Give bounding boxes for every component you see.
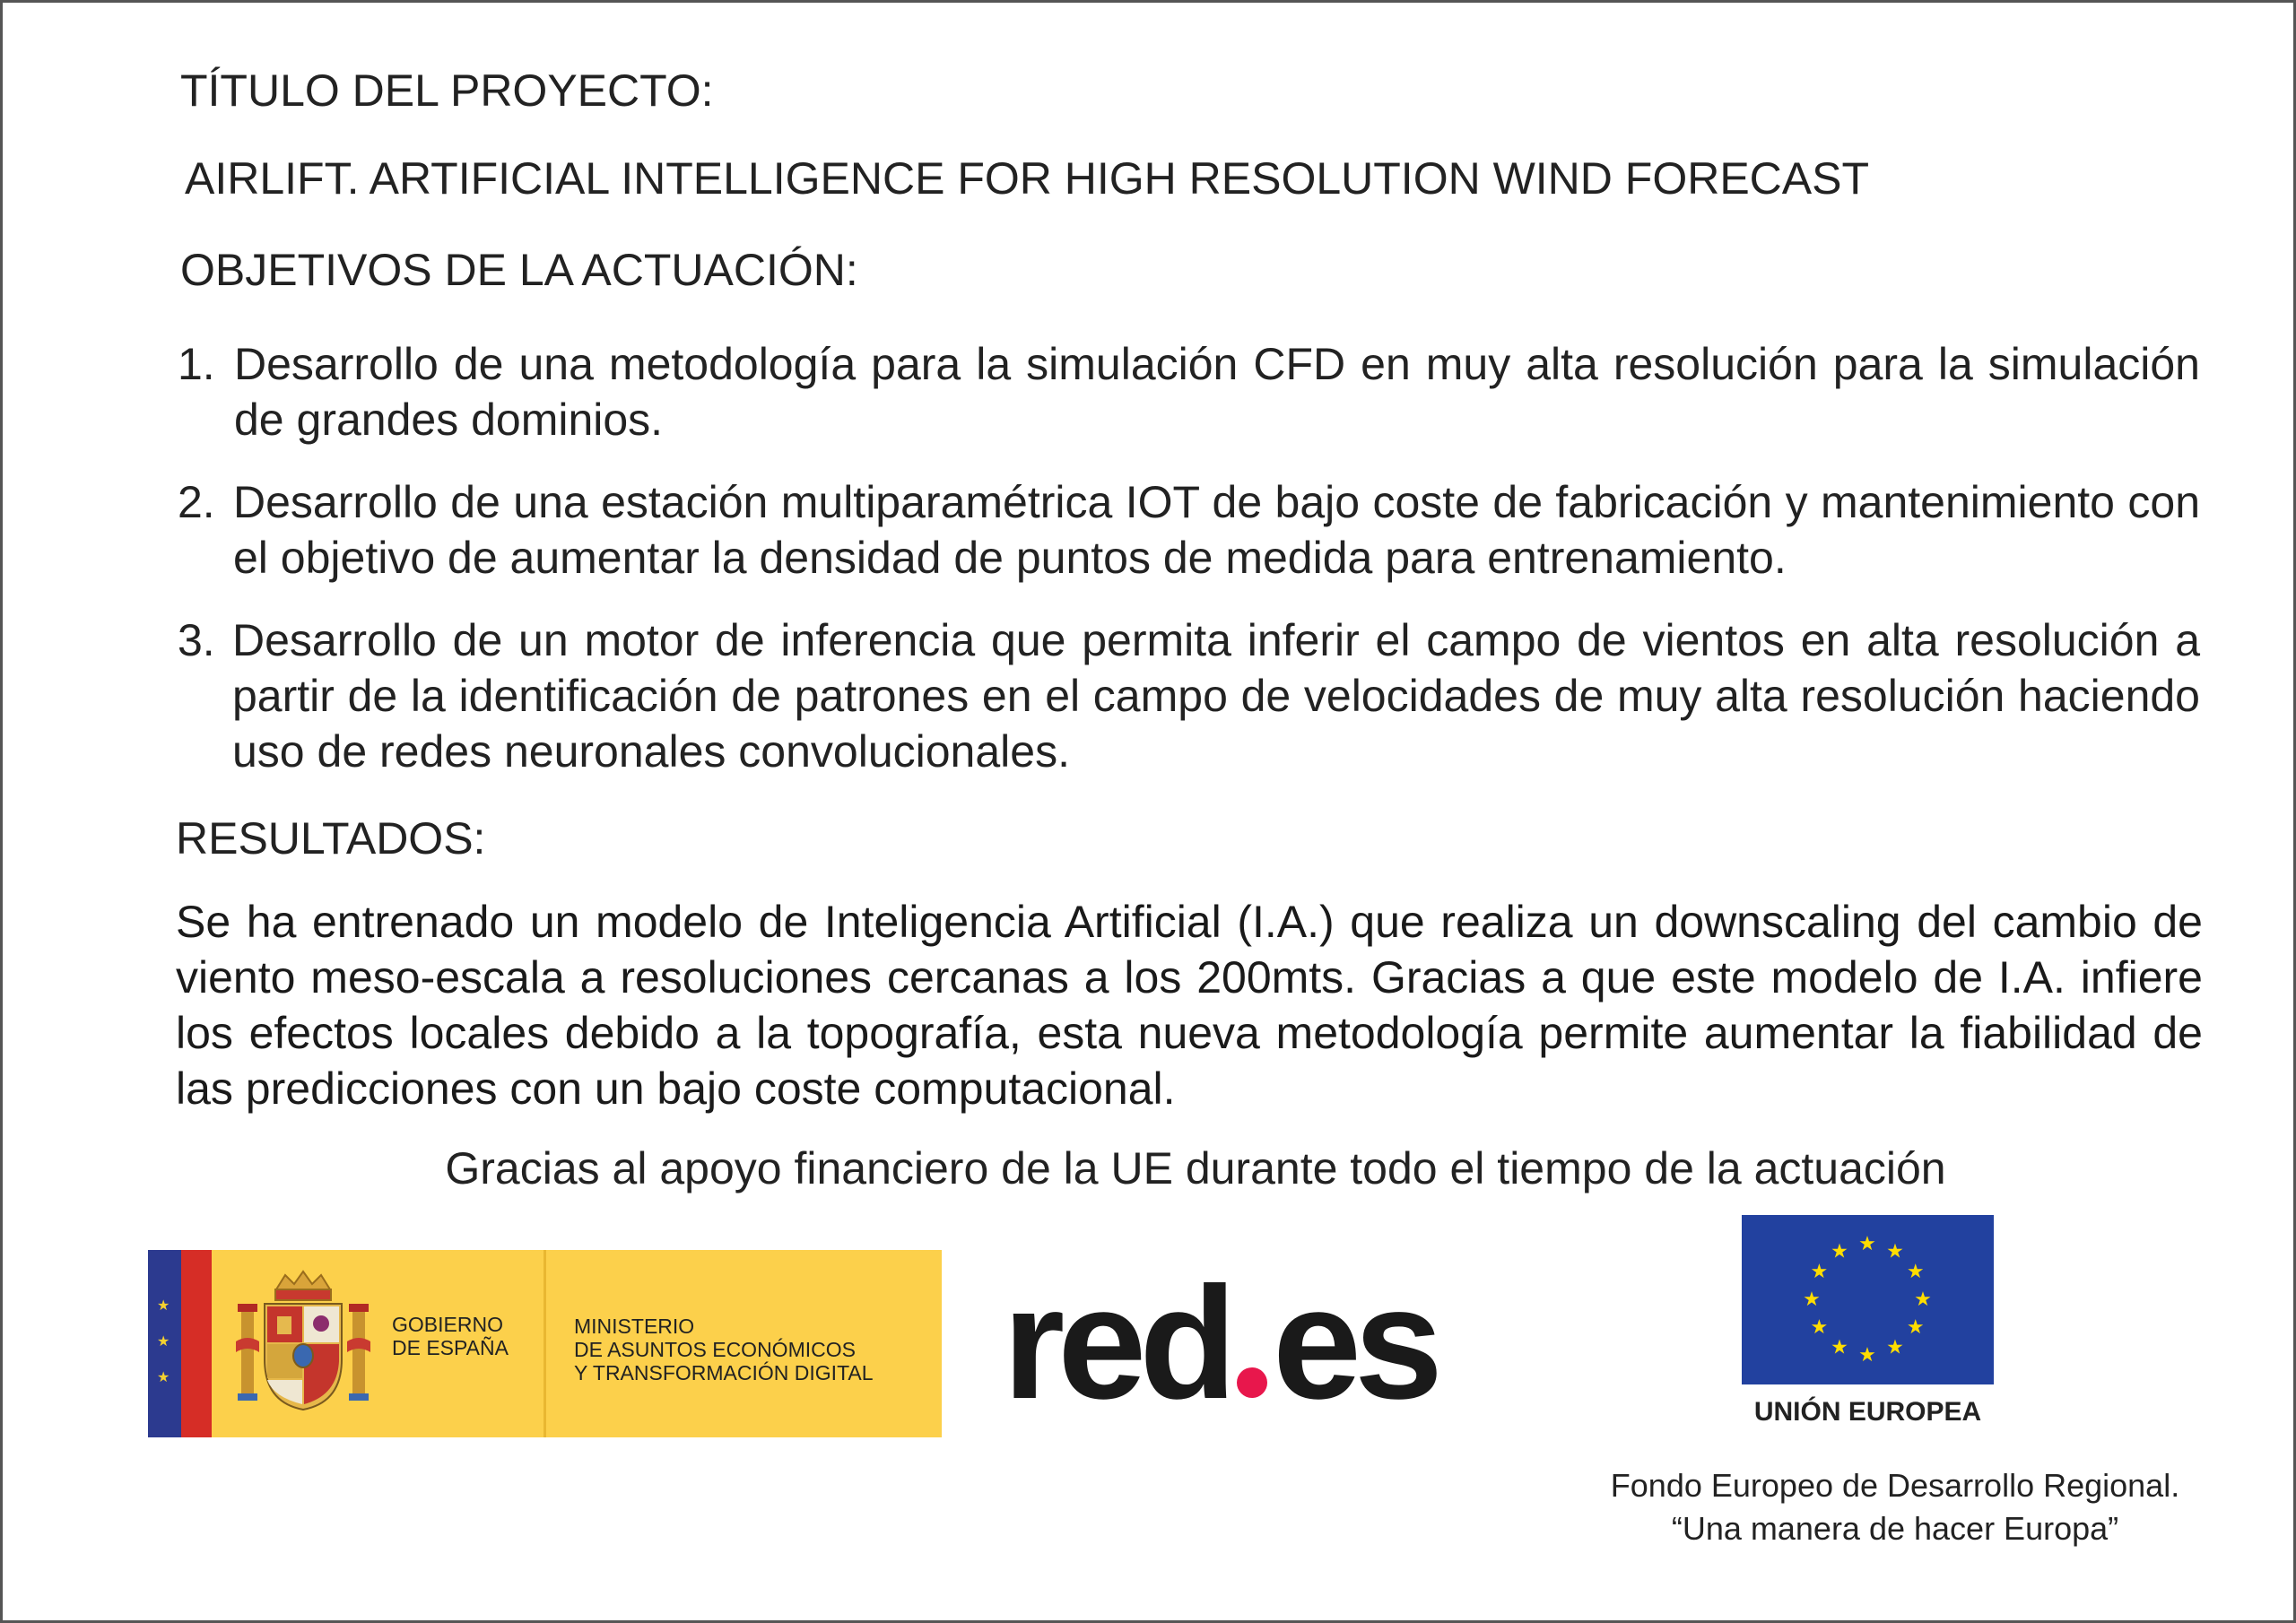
eu-star-icon: ★ [1906, 1315, 1925, 1338]
eu-star-icon: ★ [1858, 1343, 1876, 1366]
eu-star-icon: ★ [1831, 1239, 1848, 1263]
eu-label: UNIÓN EUROPEA [1753, 1397, 1982, 1427]
objectives-heading: OBJETIVOS DE LA ACTUACIÓN: [180, 245, 858, 295]
objective-number: 2. [178, 477, 215, 527]
fund-text [1581, 1464, 2209, 1550]
eu-star-icon: ★ [1858, 1232, 1876, 1254]
gobierno-espana-logo [148, 1250, 942, 1437]
project-title-heading: TÍTULO DEL PROYECTO: [180, 65, 714, 116]
spain-red-band [181, 1250, 212, 1437]
thanks-line: Gracias al apoyo financiero de la UE durante todo el tiempo de la actuación [445, 1143, 1946, 1193]
redes-dot-icon [1237, 1367, 1267, 1398]
results-heading: RESULTADOS: [176, 813, 486, 864]
eu-flag [1742, 1215, 1994, 1384]
objective-number: 1. [178, 339, 215, 389]
objective-number: 3. [178, 615, 215, 665]
spain-yellow-band [212, 1250, 215, 1437]
redes-text: es [1273, 1254, 1436, 1432]
eu-star-icon: ★ [1803, 1288, 1821, 1310]
star-icon: ★ [157, 1370, 170, 1385]
gobierno-text [392, 1313, 509, 1359]
objective-text: Desarrollo de una estación multiparamétrica IOT de bajo coste de fabricación y mantenimiento con el objetivo de aumentar la densidad de puntos de medida para entrenamiento. [233, 477, 2200, 583]
redes-text: red [1003, 1254, 1230, 1432]
eu-stars-icon [1742, 1215, 1994, 1384]
eu-star-icon: ★ [1831, 1335, 1848, 1358]
eu-star-icon: ★ [1810, 1260, 1829, 1282]
fund-line: Fondo Europeo de Desarrollo Regional. [1610, 1467, 2180, 1504]
ministry-line: DE ASUNTOS ECONÓMICOS [574, 1338, 856, 1361]
project-name: AIRLIFT. ARTIFICIAL INTELLIGENCE FOR HIGH RESOLUTION WIND FORECAST [185, 153, 1870, 204]
eu-star-icon: ★ [1886, 1335, 1904, 1358]
eu-star-icon: ★ [1914, 1288, 1932, 1310]
results-paragraph: Se ha entrenado un modelo de Inteligencia Artificial (I.A.) que realiza un downscaling del cambio de viento meso-escala a resoluciones cercanas a los 200mts. Gracias a que este modelo de I.A. infiere los efectos locales debido a la topografía, esta nueva metodología permite aumentar la fiabilidad de las predicciones con un bajo coste computacional. [176, 897, 2203, 1114]
divider [544, 1250, 546, 1437]
objective-text: Desarrollo de una metodología para la simulación CFD en muy alta resolución para la simulación de grandes dominios. [234, 339, 2200, 445]
objective-item [178, 474, 2200, 586]
gov-line: GOBIERNO [392, 1313, 503, 1336]
eu-star-icon: ★ [1810, 1315, 1829, 1338]
eu-star-icon: ★ [1886, 1239, 1904, 1263]
star-icon: ★ [157, 1334, 170, 1350]
redes-logo [1003, 1254, 1436, 1433]
eu-star-icon: ★ [1906, 1260, 1925, 1282]
coat-of-arms-icon [236, 1270, 370, 1413]
objective-item [178, 612, 2200, 779]
gov-line: DE ESPAÑA [392, 1336, 509, 1359]
eu-blue-band [148, 1250, 181, 1437]
fund-slogan: “Una manera de hacer Europa” [1671, 1510, 2119, 1547]
ministerio-text [574, 1315, 874, 1384]
ministry-line: MINISTERIO [574, 1315, 695, 1338]
star-icon: ★ [157, 1298, 170, 1314]
objective-text: Desarrollo de un motor de inferencia que permita inferir el campo de vientos en alta resolución a partir de la identificación de patrones en el campo de velocidades de muy alta resolución haciendo uso de redes neuronales convolucionales. [232, 615, 2200, 777]
ministry-line: Y TRANSFORMACIÓN DIGITAL [574, 1361, 874, 1384]
objective-item [178, 336, 2200, 447]
